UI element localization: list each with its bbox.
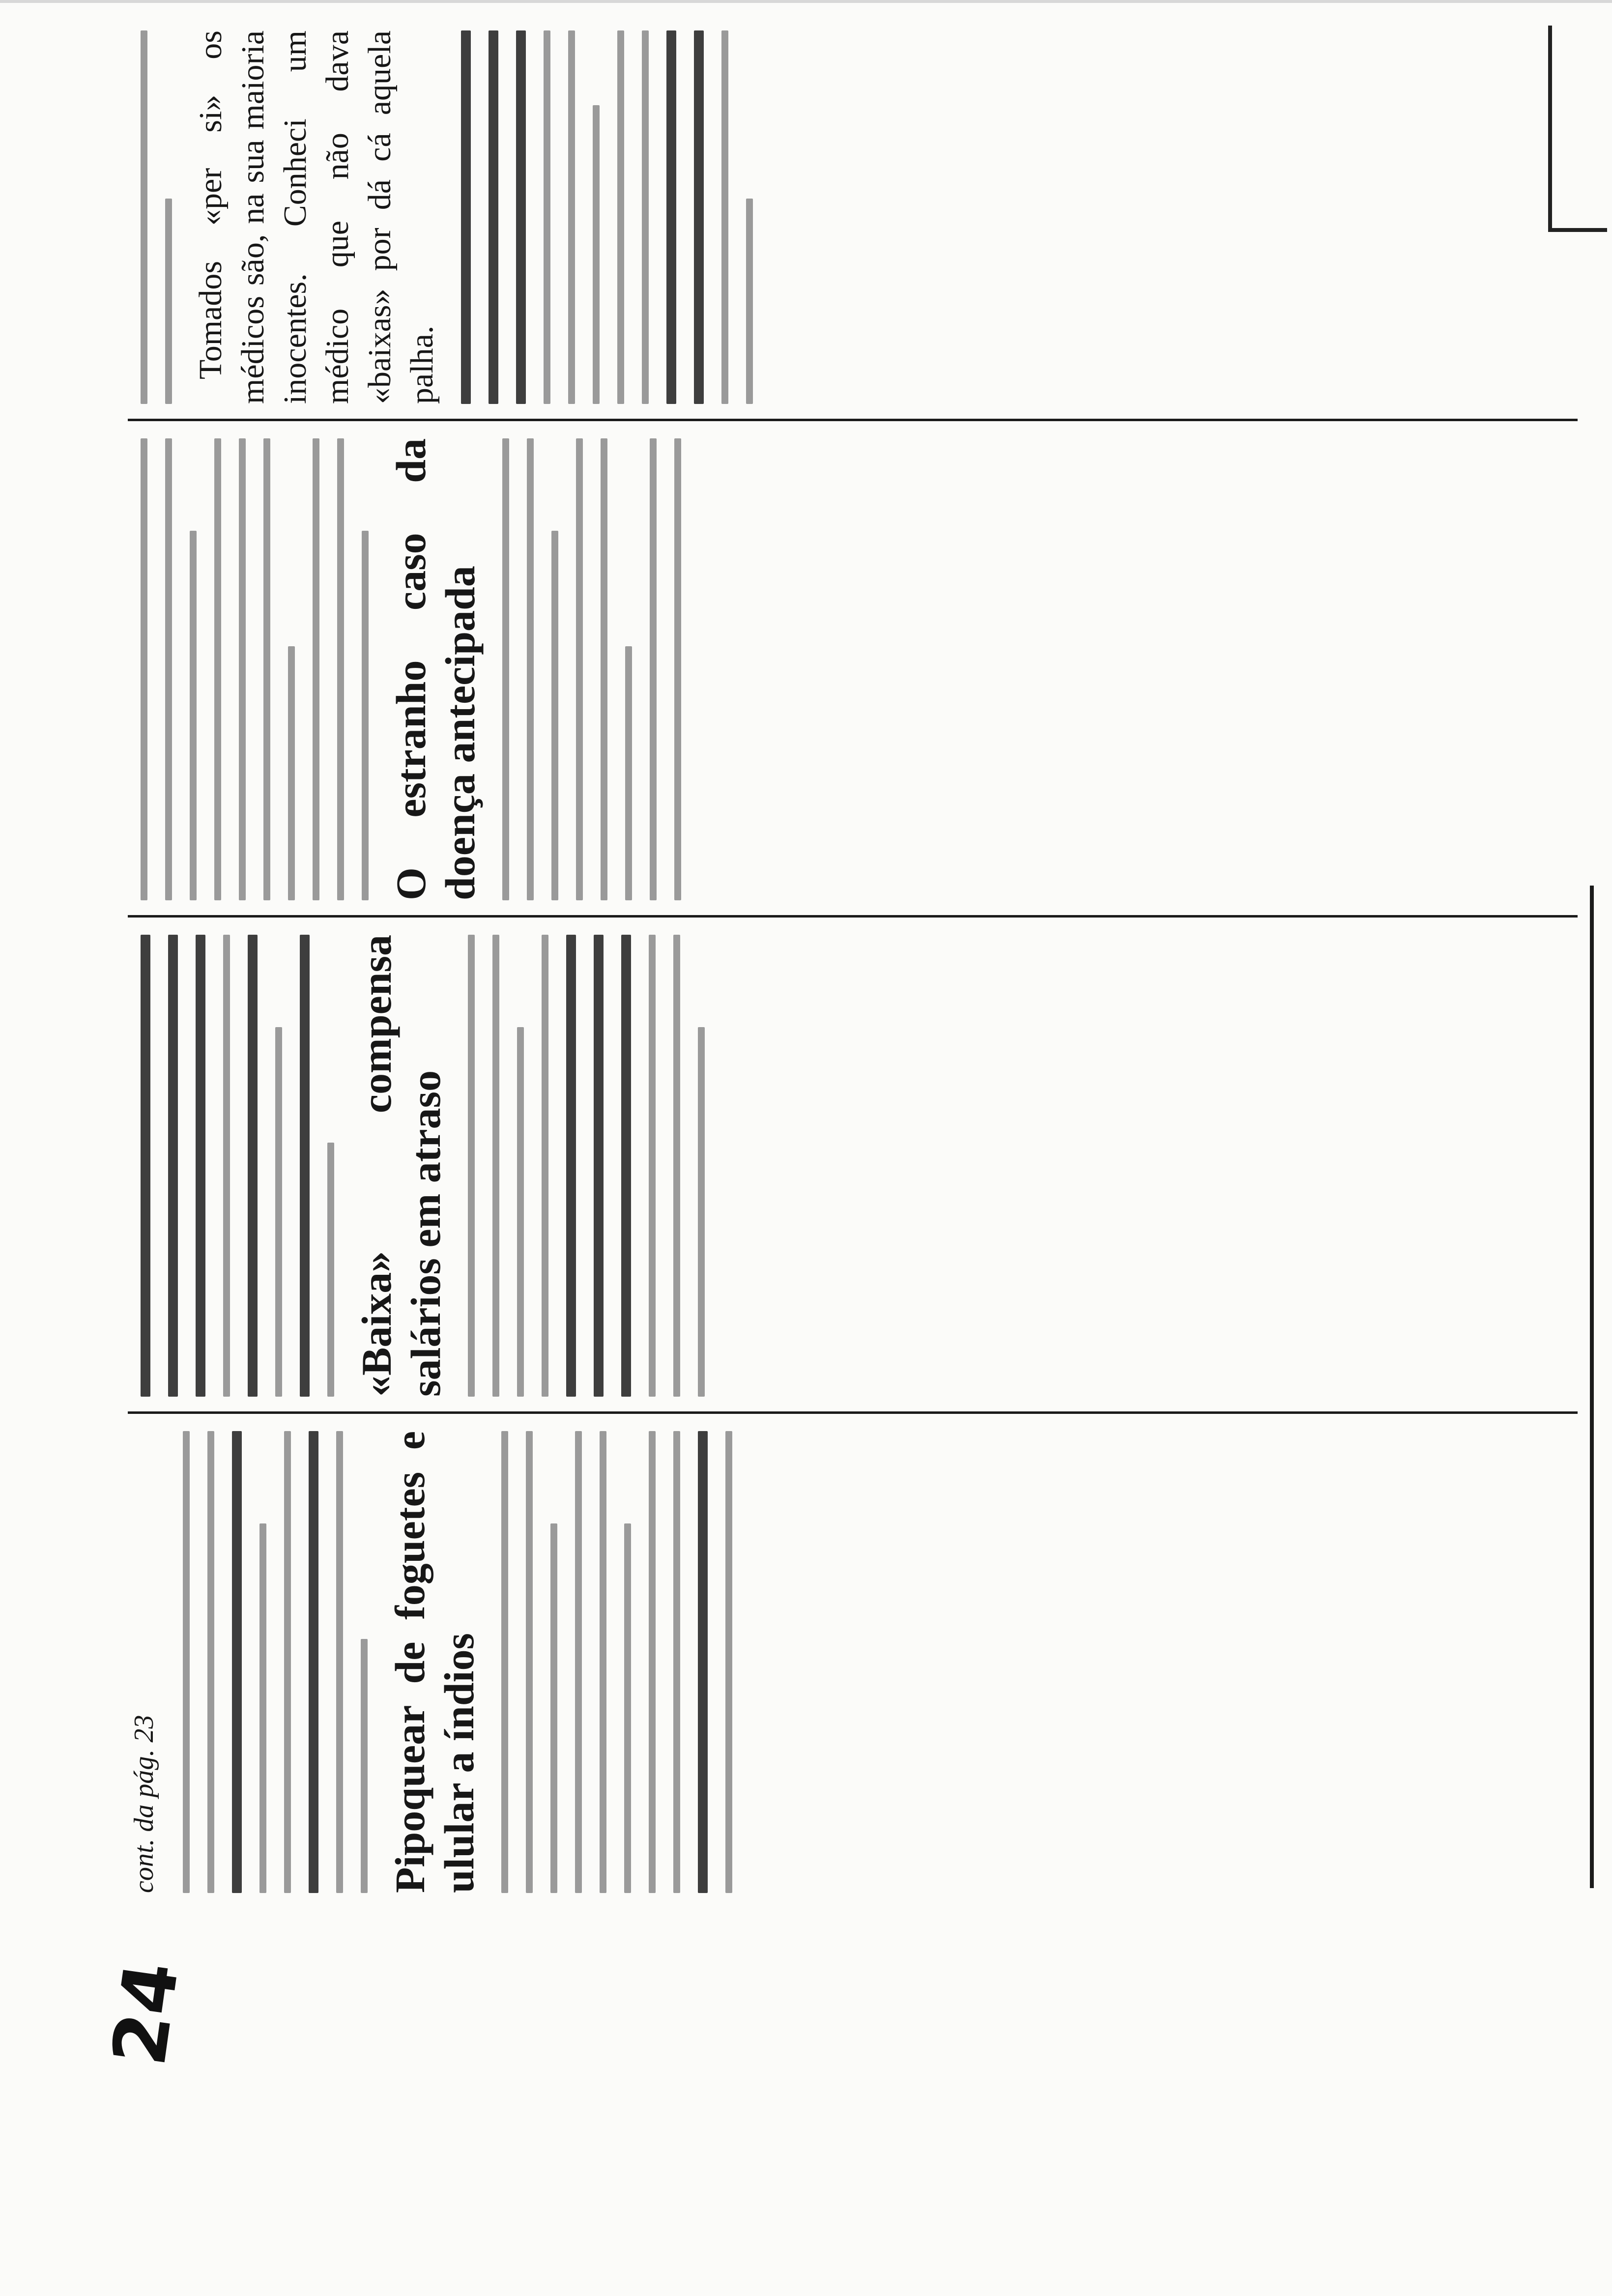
column-rule: [128, 1411, 1578, 1414]
text-line: [141, 30, 147, 404]
text-line: [492, 935, 499, 1397]
article-column-3: [123, 438, 1578, 900]
text-line: [649, 1431, 656, 1893]
text-line: [284, 1431, 291, 1893]
text-line: [600, 1431, 606, 1893]
text-line: [746, 199, 753, 404]
text-line: [141, 935, 150, 1397]
text-line: [190, 531, 197, 900]
section-heading: Pipoquear de foguetes e ulular a índios: [386, 1431, 483, 1893]
handwritten-page-mark: 24: [96, 1957, 196, 2071]
continuation-note: cont. da pág. 23: [129, 1715, 159, 1893]
text-line: [207, 1431, 214, 1893]
text-line: [468, 935, 475, 1397]
text-line: [550, 1523, 557, 1893]
text-line: [642, 30, 649, 404]
text-line: [183, 1431, 190, 1893]
text-line: [566, 935, 576, 1397]
text-line: [575, 1431, 582, 1893]
text-line: [568, 30, 575, 404]
article-column-4: [123, 30, 1578, 404]
text-line: [673, 1431, 680, 1893]
text-line: [517, 1027, 524, 1397]
text-line: [168, 935, 178, 1397]
text-line: [502, 438, 509, 900]
text-line: [650, 438, 657, 900]
text-line: [232, 1431, 242, 1893]
paragraph: Tomados «per si» os médicos são, na sua maioria inocentes. Conheci um médico que não dava «baixas» por dá cá aquela palha.: [193, 30, 440, 404]
text-line: [593, 105, 600, 404]
text-line: [259, 1523, 266, 1893]
text-line: [527, 438, 534, 900]
text-line: [362, 531, 369, 900]
text-line: [361, 1639, 368, 1893]
text-line: [516, 30, 526, 404]
text-line: [694, 30, 704, 404]
text-line: [327, 1143, 334, 1397]
text-line: [674, 438, 681, 900]
text-line: [725, 1431, 732, 1893]
text-line: [288, 646, 295, 900]
text-line: [165, 438, 172, 900]
column-rule: [128, 419, 1578, 421]
text-line: [673, 935, 680, 1397]
text-line: [501, 1431, 508, 1893]
text-line: [336, 1431, 343, 1893]
text-line: [576, 438, 583, 900]
text-line: [594, 935, 604, 1397]
article-column-1: [123, 1431, 1578, 1893]
horizontal-rule: [1590, 886, 1594, 1888]
section-heading: O estranho caso da doença antecipada: [387, 438, 484, 900]
text-line: [141, 438, 147, 900]
text-line: [461, 30, 471, 404]
column-rule: [128, 915, 1578, 918]
text-line: [275, 1027, 282, 1397]
text-line: [649, 935, 656, 1397]
text-line: [214, 438, 221, 900]
text-line: [337, 438, 344, 900]
text-line: [721, 30, 728, 404]
text-line: [223, 935, 230, 1397]
article-column-2: [123, 935, 1578, 1397]
text-line: [196, 935, 205, 1397]
text-line: [617, 30, 624, 404]
text-line: [313, 438, 319, 900]
text-line: [309, 1431, 318, 1893]
text-line: [300, 935, 310, 1397]
text-line: [239, 438, 246, 900]
text-line: [544, 30, 550, 404]
text-line: [621, 935, 631, 1397]
text-line: [624, 1523, 631, 1893]
text-line: [526, 1431, 533, 1893]
text-line: [542, 935, 548, 1397]
text-line: [551, 531, 558, 900]
text-line: [698, 1027, 705, 1397]
section-heading: «Baixa» compensa salários em atraso: [353, 935, 449, 1397]
text-line: [489, 30, 498, 404]
text-line: [698, 1431, 708, 1893]
text-line: [165, 199, 172, 404]
text-line: [625, 646, 632, 900]
text-line: [666, 30, 676, 404]
text-line: [248, 935, 258, 1397]
text-line: [601, 438, 607, 900]
text-line: [263, 438, 270, 900]
